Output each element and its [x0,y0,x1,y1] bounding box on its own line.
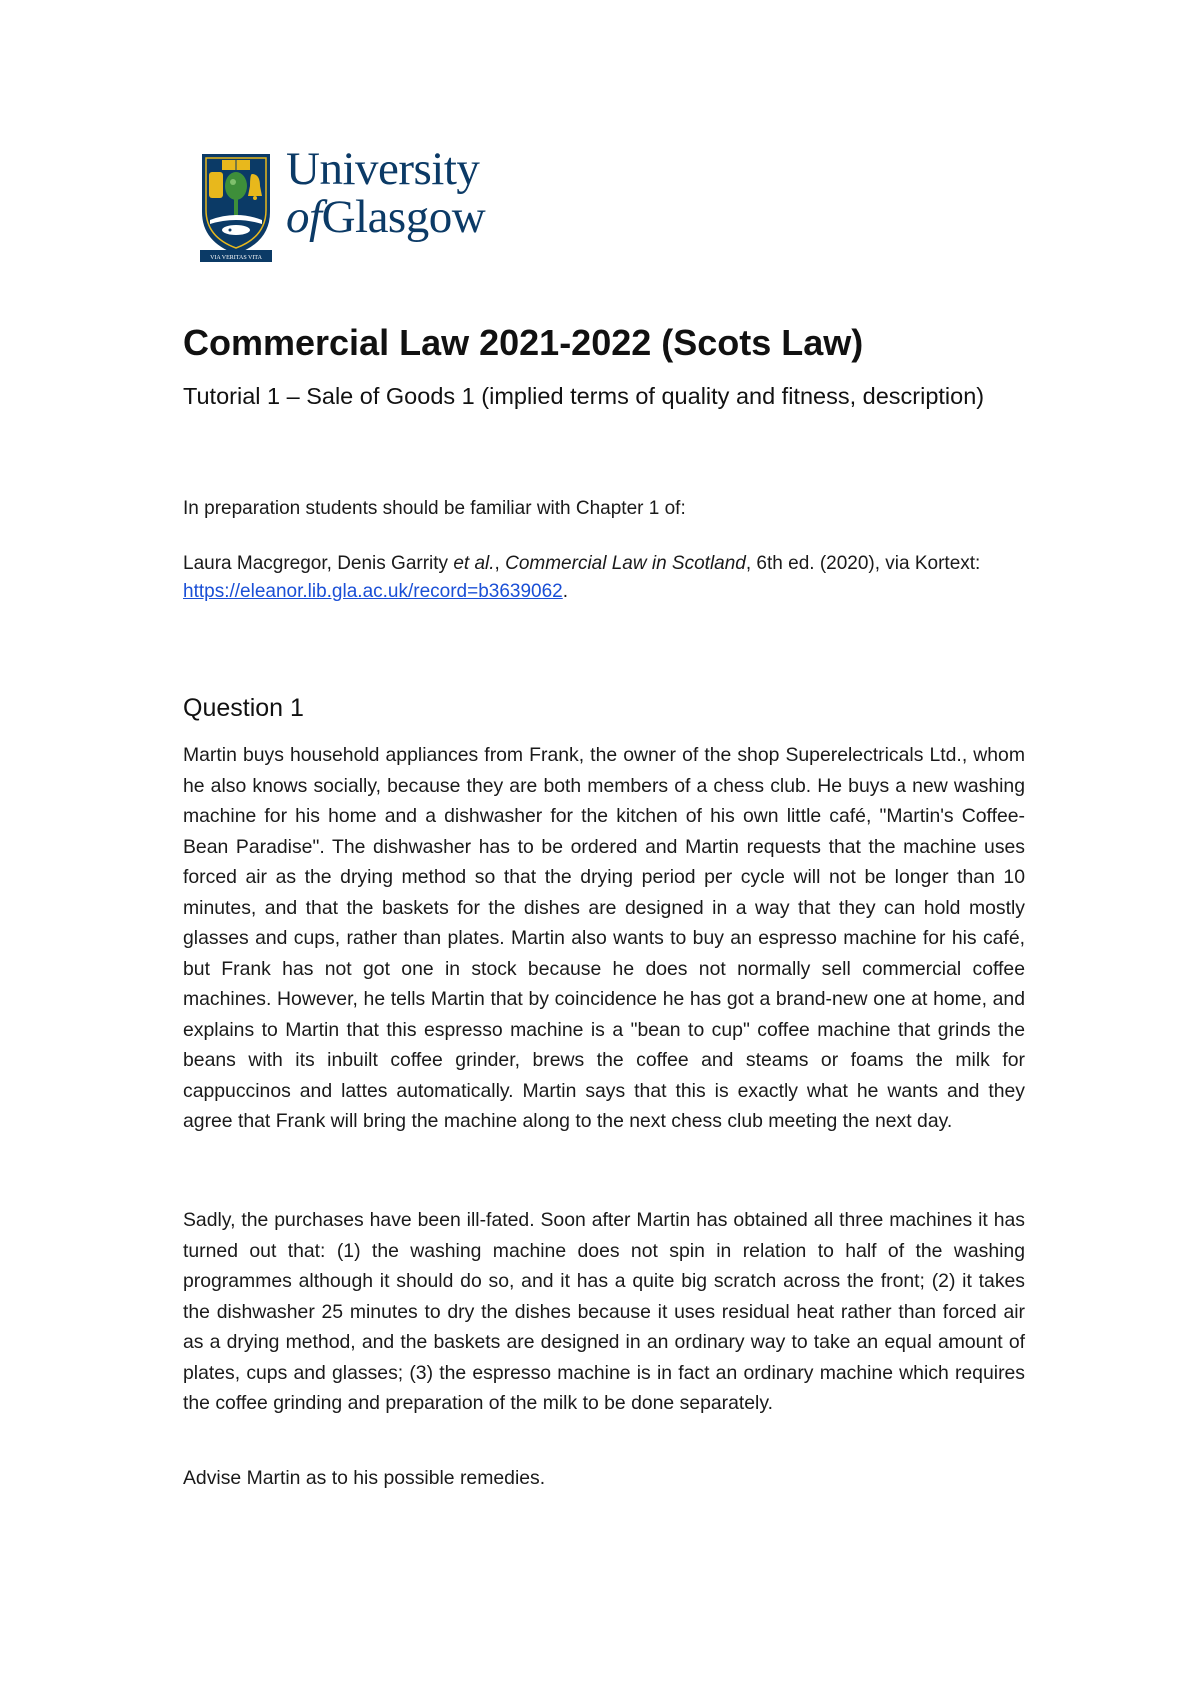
question-heading: Question 1 [183,694,304,722]
question-paragraph-1: Martin buys household appliances from Frank, the owner of the shop Superelectricals Ltd., whom he also knows socially, because they are both members of a chess club. He buys a new washing machine for his home and a dishwasher for the kitchen of his own little café, "Martin's Coffee-Bean Paradise". The dishwasher has to be ordered and Martin requests that the machine uses forced air as the drying method so that the drying period per cycle will not be longer than 10 minutes, and that the baskets for the dishes are designed in a way that they can hold mostly glasses and cups, rather than plates. Martin also wants to buy an espresso machine for his café, but Frank has not got one in stock because he does not normally sell commercial coffee machines. However, he tells Martin that by coincidence he has got a brand-new one at home, and explains to Martin that this espresso machine is a "bean to cup" coffee machine that grinds the beans with its inbuilt coffee grinder, brews the coffee and steams or foams the milk for cappuccinos and lattes automatically. Martin says that this is exactly what he wants and they agree that Frank will bring the machine along to the next chess club meeting the next day. [183,744,1025,1132]
question-paragraph-2: Sadly, the purchases have been ill-fated. Soon after Martin has obtained all three machines it has turned out that: (1) the washing machine does not spin in relation to half of the washing programmes although it should do so, and it has a quite big scratch across the front; (2) it takes the dishwasher 25 minutes to dry the dishes because it uses residual heat rather than forced air as a drying method, and the baskets are designed in an ordinary way to take an equal amount of plates, cups and glasses; (3) the espresso machine is in fact an ordinary machine which requires the coffee grinding and preparation of the milk to be done separately. [183,1209,1025,1414]
ref-et-al: et al. [453,553,495,574]
logo-wordmark [286,144,485,242]
logo-glasgow: Glasgow [321,191,486,243]
ref-authors: Laura Macgregor, Denis Garrity [183,553,454,574]
kortext-link[interactable]: https://eleanor.lib.gla.ac.uk/record=b3639062 [183,581,563,602]
university-crest-icon [200,150,272,264]
logo-line1: University [286,143,480,195]
preparation-text: In preparation students should be familiar with Chapter 1 of: [183,498,686,519]
logo-of: of [286,191,322,243]
tutorial-subtitle: Tutorial 1 – Sale of Goods 1 (implied terms of quality and fitness, description) [183,383,985,409]
reading-reference [183,550,1025,606]
document-title: Commercial Law 2021-2022 (Scots Law) [183,322,864,363]
university-logo [200,143,540,270]
ref-edition: , 6th ed. (2020), via Kortext: [745,553,981,574]
ref-end: . [562,581,569,602]
logo-line2 [286,192,485,242]
ref-sep: , [494,553,506,574]
ref-book-title: Commercial Law in Scotland [505,553,746,574]
question-instruction: Advise Martin as to his possible remedies. [183,1467,546,1489]
crest-motto: VIA VERITAS VITA [210,255,262,261]
